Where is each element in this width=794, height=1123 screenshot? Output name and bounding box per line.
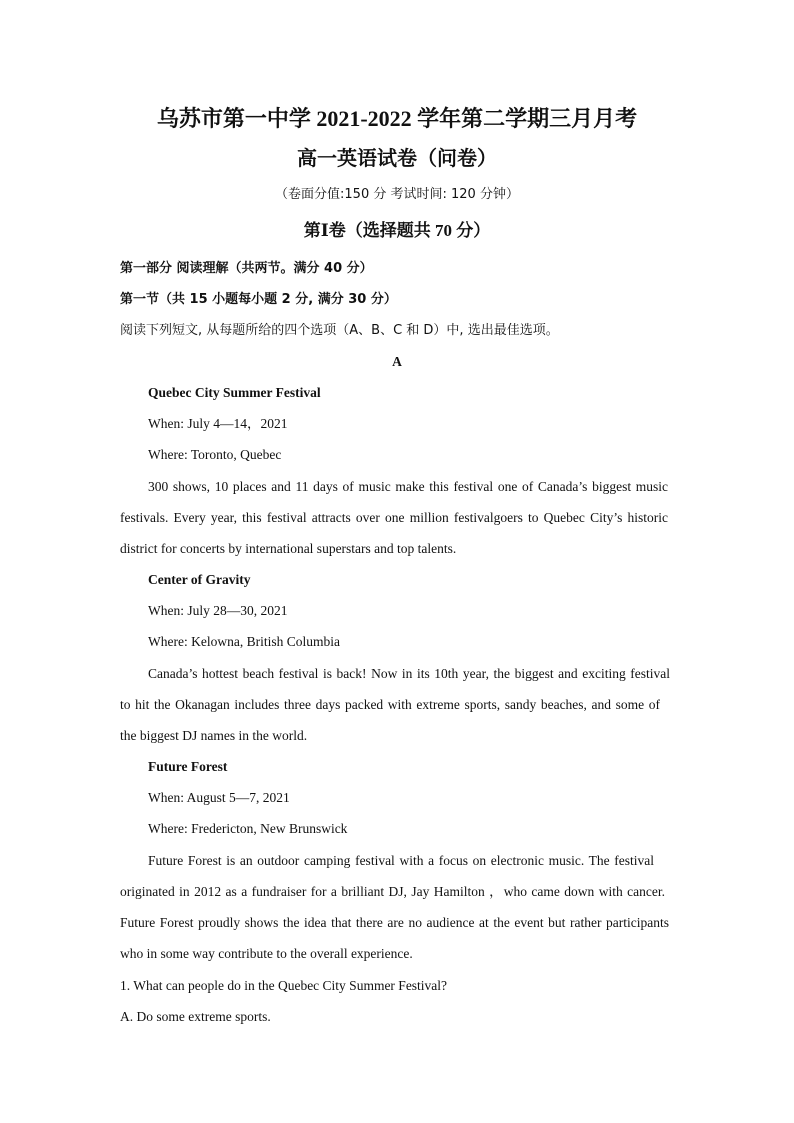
festival-where: Where: Fredericton, New Brunswick (148, 821, 348, 836)
passage-label: A (392, 354, 402, 369)
exam-subtitle: 高一英语试卷（问卷） (297, 148, 497, 170)
festival-name: Center of Gravity (148, 572, 251, 587)
festival-name: Quebec City Summer Festival (148, 385, 321, 400)
part-heading: 第一部分 阅读理解（共两节。满分 40 分） (120, 261, 373, 276)
festival-text-line: originated in 2012 as a fundraiser for a brilliant DJ, Jay Hamilton ，who came down with cancer. (120, 884, 665, 899)
festival-text-line: who in some way contribute to the overall experience. (120, 946, 413, 961)
volume-title: 第Ⅰ卷（选择题共 70 分） (303, 221, 491, 240)
festival-when: When: July 4—14，2021 (148, 416, 288, 431)
festival-where: Where: Kelowna, British Columbia (148, 634, 340, 649)
festival-when: When: July 28—30, 2021 (148, 603, 288, 618)
exam-title: 乌苏市第一中学 2021-2022 学年第二学期三月月考 (156, 106, 638, 131)
instructions: 阅读下列短文, 从每题所给的四个选项（A、B、C 和 D）中, 选出最佳选项。 (120, 323, 559, 338)
section-heading: 第一节（共 15 小题每小题 2 分, 满分 30 分） (120, 292, 397, 307)
festival-name: Future Forest (148, 759, 228, 774)
festival-text-line: district for concerts by international superstars and top talents. (120, 541, 457, 556)
festival-text-line: the biggest DJ names in the world. (120, 728, 308, 743)
exam-info: （卷面分值:150 分 考试时间: 120 分钟） (275, 187, 519, 202)
question-option-a: A. Do some extreme sports. (120, 1009, 271, 1024)
festival-text-line: festivals. Every year, this festival attracts over one million festivalgoers to Quebec City’s historic (120, 510, 668, 525)
question-stem: 1. What can people do in the Quebec City Summer Festival? (120, 978, 448, 993)
festival-text-line: to hit the Okanagan includes three days packed with extreme sports, sandy beaches, and some of (120, 697, 660, 712)
festival-where: Where: Toronto, Quebec (148, 447, 282, 462)
festival-text-line: Canada’s hottest beach festival is back! Now in its 10th year, the biggest and exciting festival (148, 666, 670, 681)
festival-text-line: Future Forest proudly shows the idea that there are no audience at the event but rather participants (120, 915, 669, 930)
festival-text-line: Future Forest is an outdoor camping festival with a focus on electronic music. The festival (148, 853, 654, 868)
festival-when: When: August 5—7, 2021 (148, 790, 290, 805)
festival-text-line: 300 shows, 10 places and 11 days of music make this festival one of Canada’s biggest music (148, 479, 668, 494)
